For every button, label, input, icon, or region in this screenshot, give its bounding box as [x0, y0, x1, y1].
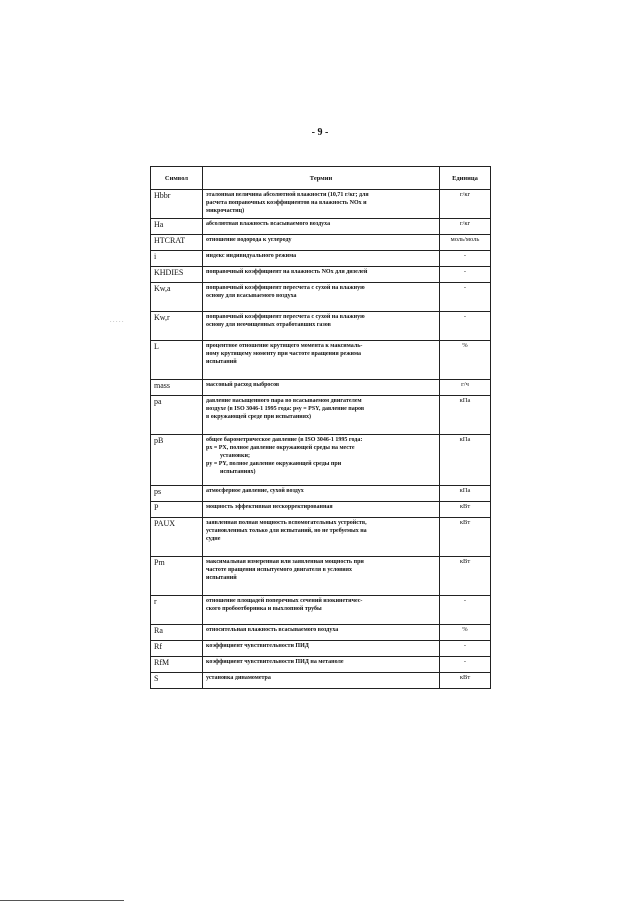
term-line: абсолютная влажность всасываемого воздуха	[206, 221, 331, 227]
table-row	[151, 518, 491, 557]
table-row	[151, 596, 491, 625]
table-body	[151, 190, 491, 689]
term-line: эталонная величина абсолютной влажности (10,71 г/кг; для	[206, 192, 369, 198]
header-symbol: Символ	[151, 167, 203, 190]
term-cell	[203, 557, 440, 596]
term-line: индекс индивидуального режима	[206, 253, 297, 259]
term-cell	[203, 235, 440, 251]
term-line: основу для всасываемого воздуха	[206, 293, 297, 299]
symbol-cell: P	[151, 502, 203, 518]
table-row	[151, 641, 491, 657]
term-line: массовый расход выбросов	[206, 382, 280, 388]
table-row	[151, 625, 491, 641]
term-line: мощность эффективная нескорректированная	[206, 504, 333, 510]
unit-cell: -	[440, 283, 491, 312]
margin-mark: . . . . .	[110, 318, 124, 324]
term-cell	[203, 251, 440, 267]
symbol-cell: S	[151, 673, 203, 689]
term-line: ского пробоотборника и выхлопной трубы	[206, 606, 322, 612]
term-cell	[203, 518, 440, 557]
symbol-cell: mass	[151, 380, 203, 396]
term-cell	[203, 341, 440, 380]
symbol-cell: L	[151, 341, 203, 380]
unit-cell: -	[440, 312, 491, 341]
symbol-cell: HTCRAT	[151, 235, 203, 251]
header-term: Термин	[203, 167, 440, 190]
symbol-cell: ps	[151, 486, 203, 502]
term-cell	[203, 380, 440, 396]
term-line: основу для неочищенных отработавших газов	[206, 322, 331, 328]
page-number: - 9 -	[311, 127, 329, 138]
term-line: поправочный коэффициент пересчета с сухой на влажную	[206, 285, 365, 291]
symbol-cell: Ha	[151, 219, 203, 235]
term-cell	[203, 312, 440, 341]
term-cell	[203, 267, 440, 283]
term-line: испытаниях)	[220, 469, 256, 475]
symbol-cell: pB	[151, 435, 203, 486]
term-line: частоте вращения испытуемого двигателя в условиях	[206, 567, 353, 573]
term-cell	[203, 673, 440, 689]
term-line: поправочный коэффициент на влажность NOx для дизелей	[206, 269, 368, 275]
term-line: отношение водорода к углероду	[206, 237, 292, 243]
table-row	[151, 235, 491, 251]
table-row	[151, 657, 491, 673]
table-row	[151, 312, 491, 341]
term-line: поправочный коэффициент пересчета с сухой на влажную	[206, 314, 365, 320]
table-row	[151, 557, 491, 596]
term-line: в окружающей среде при испытаниях)	[206, 414, 311, 420]
unit-cell: моль/моль	[440, 235, 491, 251]
symbol-cell: Pm	[151, 557, 203, 596]
term-cell	[203, 283, 440, 312]
table-row	[151, 251, 491, 267]
term-line: px = PX, полное давление окружающей среды на месте	[206, 445, 355, 451]
unit-cell: г/кг	[440, 190, 491, 219]
term-line: судне	[206, 536, 221, 542]
symbol-cell: PAUX	[151, 518, 203, 557]
term-cell	[203, 396, 440, 435]
unit-cell: кПа	[440, 435, 491, 486]
term-cell	[203, 625, 440, 641]
term-cell	[203, 219, 440, 235]
term-line: py = PY, полное давление окружающей среды при	[206, 461, 342, 467]
table-row	[151, 341, 491, 380]
unit-cell: г/кг	[440, 219, 491, 235]
term-line: давление насыщенного пара во всасываемом двигателем	[206, 398, 362, 404]
table-row	[151, 673, 491, 689]
table-row	[151, 380, 491, 396]
term-line: относительная влажность всасываемого воздуха	[206, 627, 339, 633]
table-row	[151, 502, 491, 518]
header-unit: Единица	[440, 167, 491, 190]
symbols-table	[150, 166, 491, 689]
unit-cell: %	[440, 625, 491, 641]
symbol-cell: i	[151, 251, 203, 267]
table-row	[151, 190, 491, 219]
term-line: коэффициент чувствительности ПИД	[206, 643, 309, 649]
term-line: испытаний	[206, 575, 237, 581]
term-line: процентное отношение крутящего момента к максималь-	[206, 343, 363, 349]
term-cell	[203, 190, 440, 219]
table-row	[151, 435, 491, 486]
term-line: отношение площадей поперечных сечений изокинетичес-	[206, 598, 363, 604]
unit-cell: -	[440, 251, 491, 267]
unit-cell: кВт	[440, 673, 491, 689]
unit-cell: %	[440, 341, 491, 380]
term-cell	[203, 641, 440, 657]
unit-cell: кПа	[440, 486, 491, 502]
term-line: установка динамометра	[206, 675, 271, 681]
symbol-cell: Rf	[151, 641, 203, 657]
term-line: установленных только для испытаний, но не требуемых на	[206, 528, 367, 534]
table-row	[151, 396, 491, 435]
term-line: общее барометрическое давление (в ISO 3046-1 1995 года:	[206, 437, 363, 443]
symbol-cell: KHDIES	[151, 267, 203, 283]
term-line: испытаний	[206, 359, 237, 365]
term-line: заявленная полная мощность вспомогательных устройств,	[206, 520, 367, 526]
symbol-cell: RfM	[151, 657, 203, 673]
unit-cell: -	[440, 267, 491, 283]
table-row	[151, 219, 491, 235]
symbol-cell: Ra	[151, 625, 203, 641]
unit-cell: кПа	[440, 396, 491, 435]
term-line: атмосферное давление, сухой воздух	[206, 488, 304, 494]
term-cell	[203, 596, 440, 625]
symbol-cell: r	[151, 596, 203, 625]
symbol-cell: pa	[151, 396, 203, 435]
term-line: установки;	[220, 453, 250, 459]
term-cell	[203, 486, 440, 502]
unit-cell: -	[440, 657, 491, 673]
term-line: максимальная измеренная или заявленная мощность при	[206, 559, 364, 565]
term-cell	[203, 657, 440, 673]
unit-cell: -	[440, 641, 491, 657]
symbol-cell: Hbbr	[151, 190, 203, 219]
term-line: коэффициент чувствительности ПИД на метаноле	[206, 659, 344, 665]
term-line: воздухе (в ISO 3046-1 1995 года: psy = PSY, давление паров	[206, 406, 365, 412]
unit-cell: кВт	[440, 557, 491, 596]
footer-rule	[0, 900, 124, 901]
term-line: микрочастиц)	[206, 208, 245, 214]
table-row	[151, 267, 491, 283]
symbol-cell: Kw,a	[151, 283, 203, 312]
table-header-row	[151, 167, 491, 190]
unit-cell: -	[440, 596, 491, 625]
symbol-cell: Kw,r	[151, 312, 203, 341]
unit-cell: г/ч	[440, 380, 491, 396]
table-row	[151, 283, 491, 312]
unit-cell: кВт	[440, 502, 491, 518]
unit-cell: кВт	[440, 518, 491, 557]
term-cell	[203, 502, 440, 518]
term-cell	[203, 435, 440, 486]
term-line: ному крутящему моменту при частоте вращения режима	[206, 351, 362, 357]
term-line: расчета поправочных коэффициентов на влажность NOx и	[206, 200, 367, 206]
table-row	[151, 486, 491, 502]
